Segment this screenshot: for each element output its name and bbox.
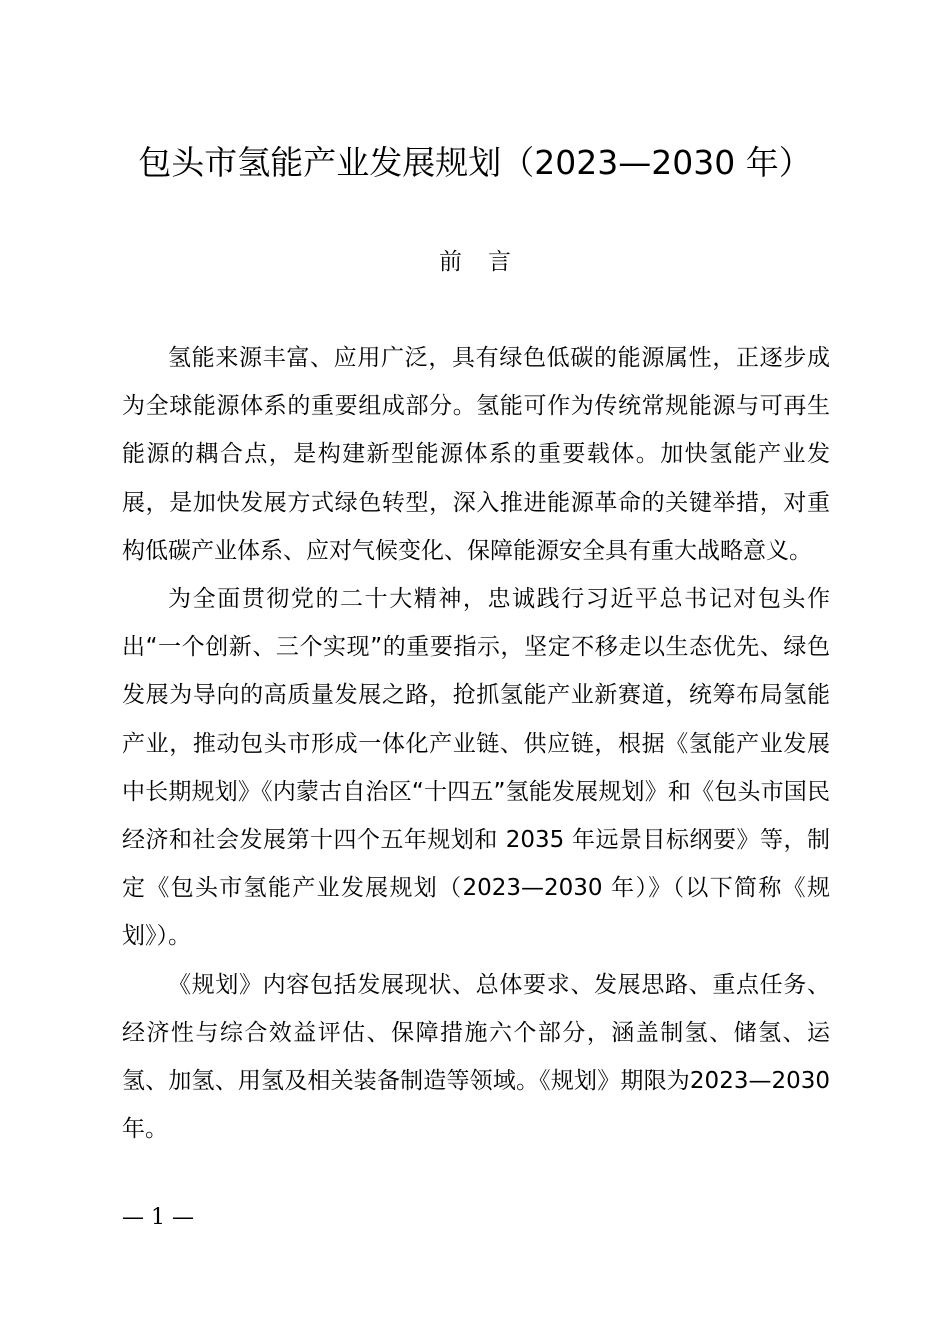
page-number: — 1 — [122, 1205, 194, 1230]
paragraph-2: 为全面贯彻党的二十大精神，忠诚践行习近平总书记对包头作出“一个创新、三个实现”的重要指示，坚定不移走以生态优先、绿色发展为导向的高质量发展之路，抢抓氢能产业新赛道，统筹布局氢能产业，推动包头市形成一体化产业链、供应链，根据《氢能产业发展中长期规划》《内蒙古自治区“十四五”氢能发展规划》和《包头市国民经济和社会发展第十四个五年规划和 2035 年远景目标纲要》等，制定《包头市氢能产业发展规划（2023—2030 年）》（以下简称《规划》）。 [122, 586, 830, 950]
paragraph-3: 《规划》内容包括发展现状、总体要求、发展思路、重点任务、经济性与综合效益评估、保障措施六个部分，涵盖制氢、储氢、运氢、加氢、用氢及相关装备制造等领域。《规划》期限为2023—2030 年。 [122, 971, 830, 1143]
document-title: 包头市氢能产业发展规划（2023—2030 年） [138, 143, 812, 182]
section-heading-foreword: 前言 [439, 249, 537, 275]
paragraph-1: 氢能来源丰富、应用广泛，具有绿色低碳的能源属性，正逐步成为全球能源体系的重要组成部分。氢能可作为传统常规能源与可再生能源的耦合点，是构建新型能源体系的重要载体。加快氢能产业发展，是加快发展方式绿色转型，深入推进能源革命的关键举措，对重构低碳产业体系、应对气候变化、保障能源安全具有重大战略意义。 [122, 345, 830, 564]
document-body [122, 334, 830, 1153]
